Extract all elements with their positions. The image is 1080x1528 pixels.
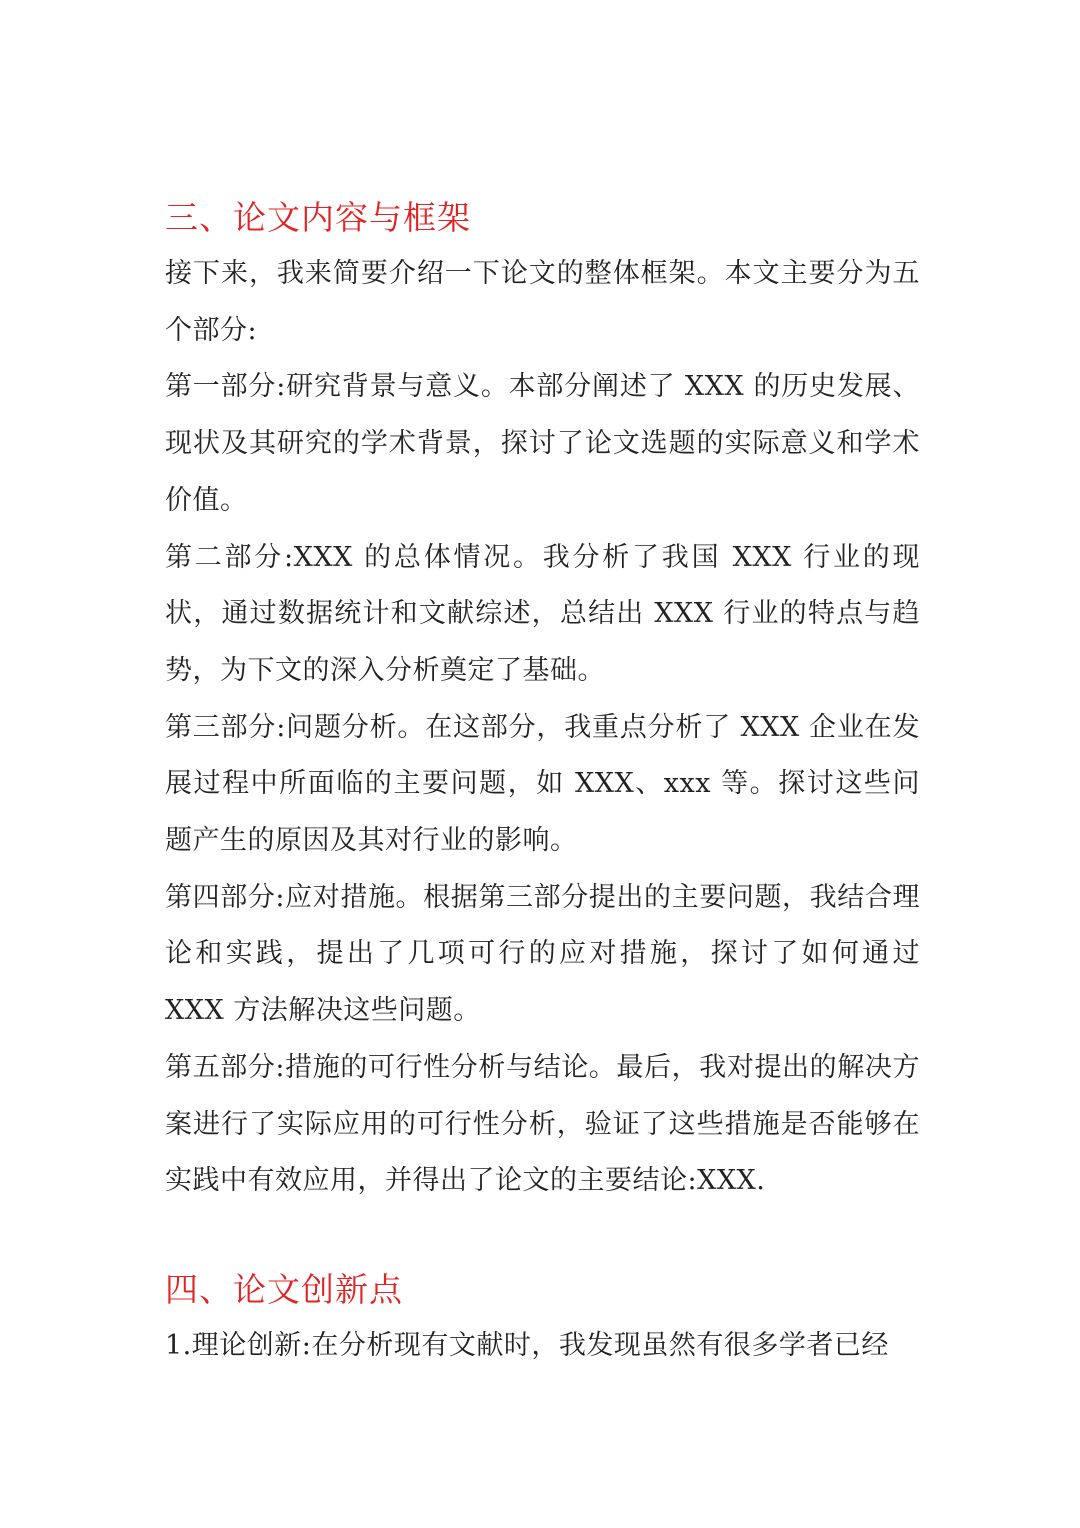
paragraph-part-two: 第二部分:XXX 的总体情况。我分析了我国 XXX 行业的现状，通过数据统计和文献综述，总结出 XXX 行业的特点与趋势，为下文的深入分析奠定了基础。 <box>165 541 920 686</box>
document-content <box>165 190 920 1375</box>
section-heading-innovation: 四、论文创新点 <box>165 1269 403 1309</box>
paragraph-theory-innovation: 1.理论创新:在分析现有文献时，我发现虽然有很多学者已经 <box>165 1329 889 1361</box>
paragraph-intro: 接下来，我来简要介绍一下论文的整体框架。本文主要分为五个部分: <box>165 258 920 346</box>
section-heading-content-framework: 三、论文内容与框架 <box>165 198 471 237</box>
paragraph-part-one: 第一部分:研究背景与意义。本部分阐述了 XXX 的历史发展、现状及其研究的学术背景，探讨了论文选题的实际意义和学术价值。 <box>165 371 920 516</box>
paragraph-part-four: 第四部分:应对措施。根据第三部分提出的主要问题，我结合理论和实践，提出了几项可行的应对措施，探讨了如何通过 XXX 方法解决这些问题。 <box>165 881 920 1027</box>
paragraph-part-three: 第三部分:问题分析。在这部分，我重点分析了 XXX 企业在发展过程中所面临的主要问题，如 XXX、xxx 等。探讨这些问题产生的原因及其对行业的影响。 <box>165 711 920 857</box>
paragraph-part-five: 第五部分:措施的可行性分析与结论。最后，我对提出的解决方案进行了实际应用的可行性分析，验证了这些措施是否能够在实践中有效应用，并得出了论文的主要结论:XXX. <box>165 1051 920 1197</box>
section-spacer <box>165 1210 920 1262</box>
